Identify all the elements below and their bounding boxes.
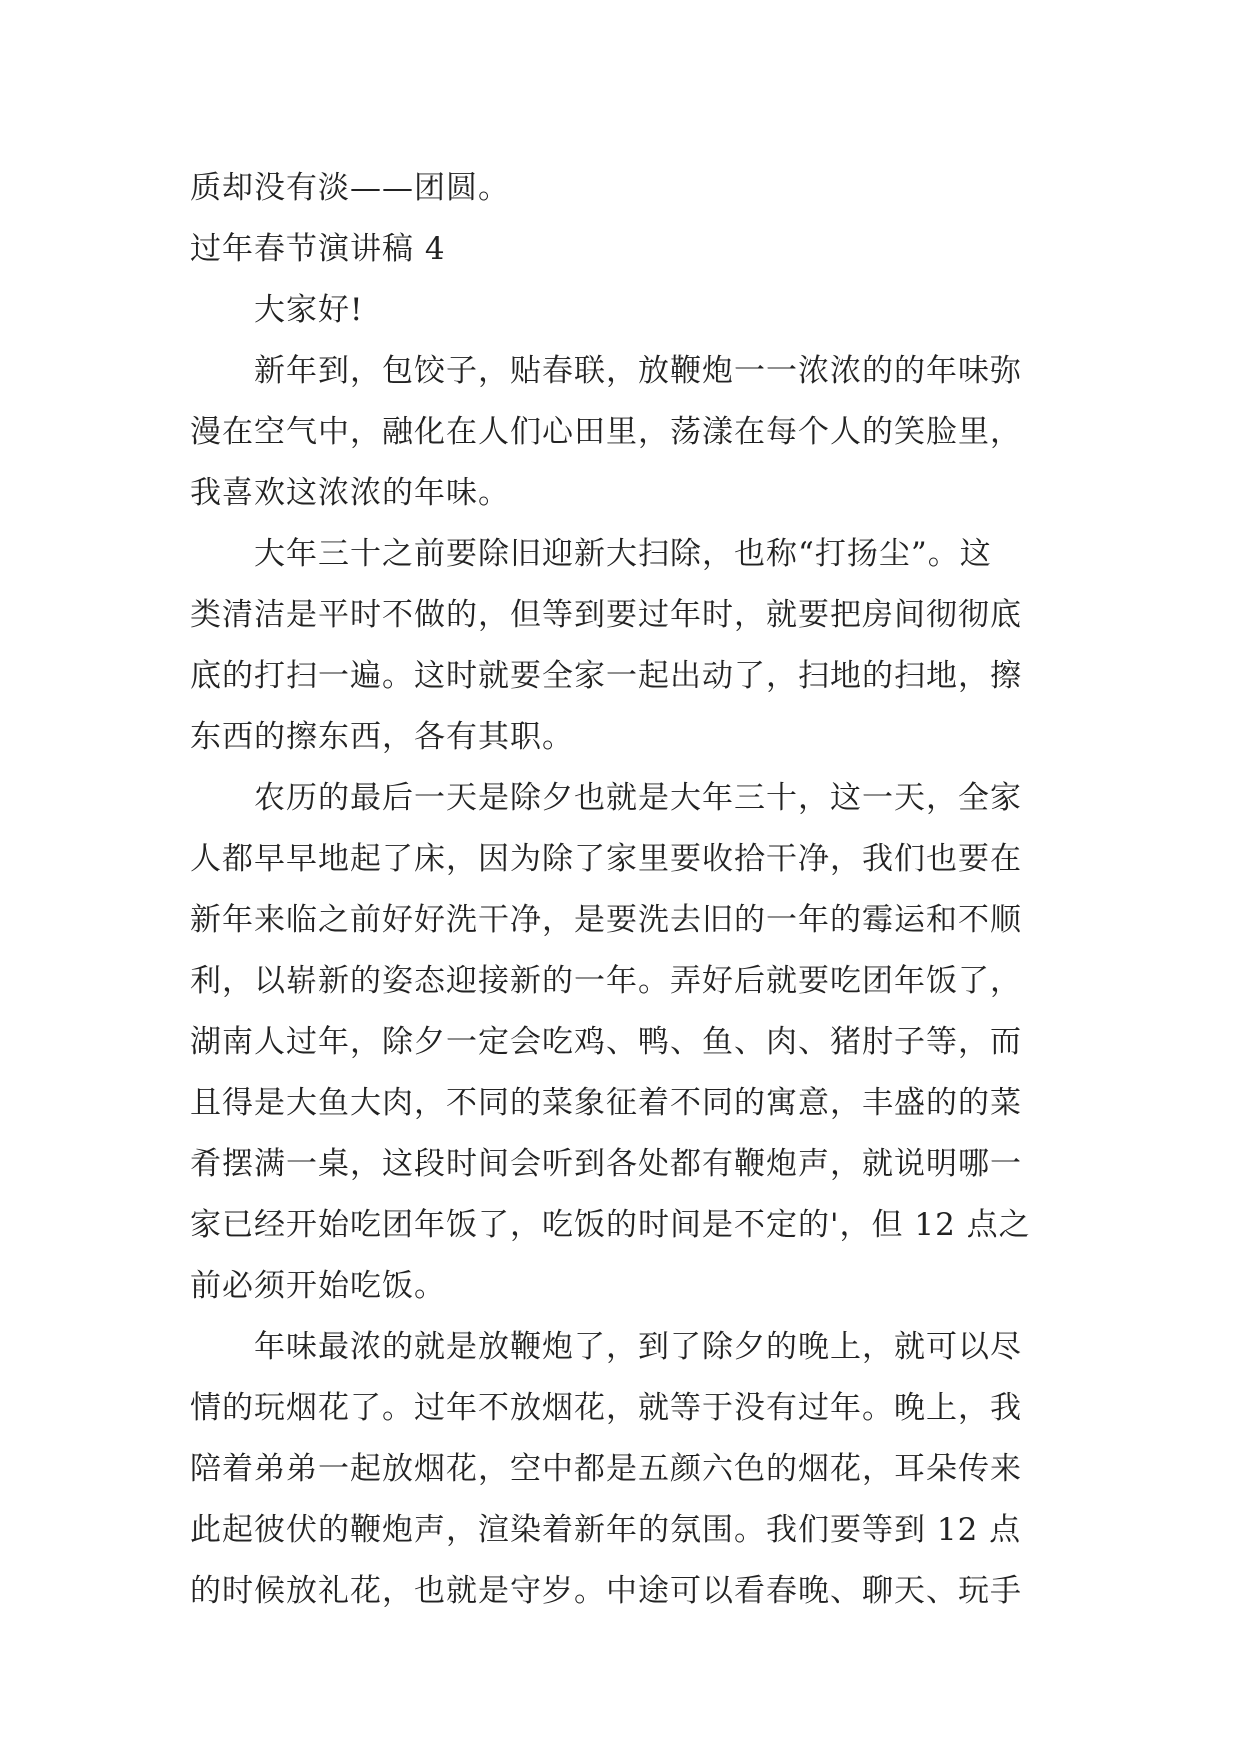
greeting-line: 大家好! bbox=[254, 292, 364, 328]
text-line: 家已经开始吃团年饭了，吃饭的时间是不定的'，但 12 点之 bbox=[190, 1207, 1031, 1243]
text-line: 前必须开始吃饭。 bbox=[190, 1268, 446, 1304]
text-line: 肴摆满一桌，这段时间会听到各处都有鞭炮声，就说明哪一 bbox=[190, 1146, 1022, 1182]
text-line: 湖南人过年，除夕一定会吃鸡、鸭、鱼、肉、猪肘子等，而 bbox=[190, 1024, 1022, 1060]
text-line: 农历的最后一天是除夕也就是大年三十，这一天，全家 bbox=[254, 780, 1022, 816]
text-line: 人都早早地起了床，因为除了家里要收拾干净，我们也要在 bbox=[190, 841, 1022, 877]
section-title: 过年春节演讲稿 4 bbox=[190, 231, 446, 267]
text-line: 的时候放礼花，也就是守岁。中途可以看春晚、聊天、玩手 bbox=[190, 1573, 1022, 1609]
text-line: 质却没有淡——团圆。 bbox=[190, 170, 510, 206]
text-line: 类清洁是平时不做的，但等到要过年时，就要把房间彻彻底 bbox=[190, 597, 1022, 633]
text-line: 大年三十之前要除旧迎新大扫除，也称“打扬尘”。这 bbox=[254, 536, 992, 572]
text-line: 年味最浓的就是放鞭炮了，到了除夕的晚上，就可以尽 bbox=[254, 1329, 1022, 1365]
text-line: 我喜欢这浓浓的年味。 bbox=[190, 475, 510, 511]
text-line: 陪着弟弟一起放烟花，空中都是五颜六色的烟花，耳朵传来 bbox=[190, 1451, 1022, 1487]
text-line: 新年来临之前好好洗干净，是要洗去旧的一年的霉运和不顺 bbox=[190, 902, 1022, 938]
text-line: 新年到，包饺子，贴春联，放鞭炮一一浓浓的的年味弥 bbox=[254, 353, 1022, 389]
text-line: 此起彼伏的鞭炮声，渲染着新年的氛围。我们要等到 12 点 bbox=[190, 1512, 1022, 1548]
document-body bbox=[190, 158, 1060, 1622]
text-line: 利，以崭新的姿态迎接新的一年。弄好后就要吃团年饭了， bbox=[190, 963, 1022, 999]
text-line: 东西的擦东西，各有其职。 bbox=[190, 719, 574, 755]
text-line: 且得是大鱼大肉，不同的菜象征着不同的寓意，丰盛的的菜 bbox=[190, 1085, 1022, 1121]
text-line: 底的打扫一遍。这时就要全家一起出动了，扫地的扫地，擦 bbox=[190, 658, 1022, 694]
text-line: 情的玩烟花了。过年不放烟花，就等于没有过年。晚上，我 bbox=[190, 1390, 1022, 1426]
text-line: 漫在空气中，融化在人们心田里，荡漾在每个人的笑脸里， bbox=[190, 414, 1022, 450]
